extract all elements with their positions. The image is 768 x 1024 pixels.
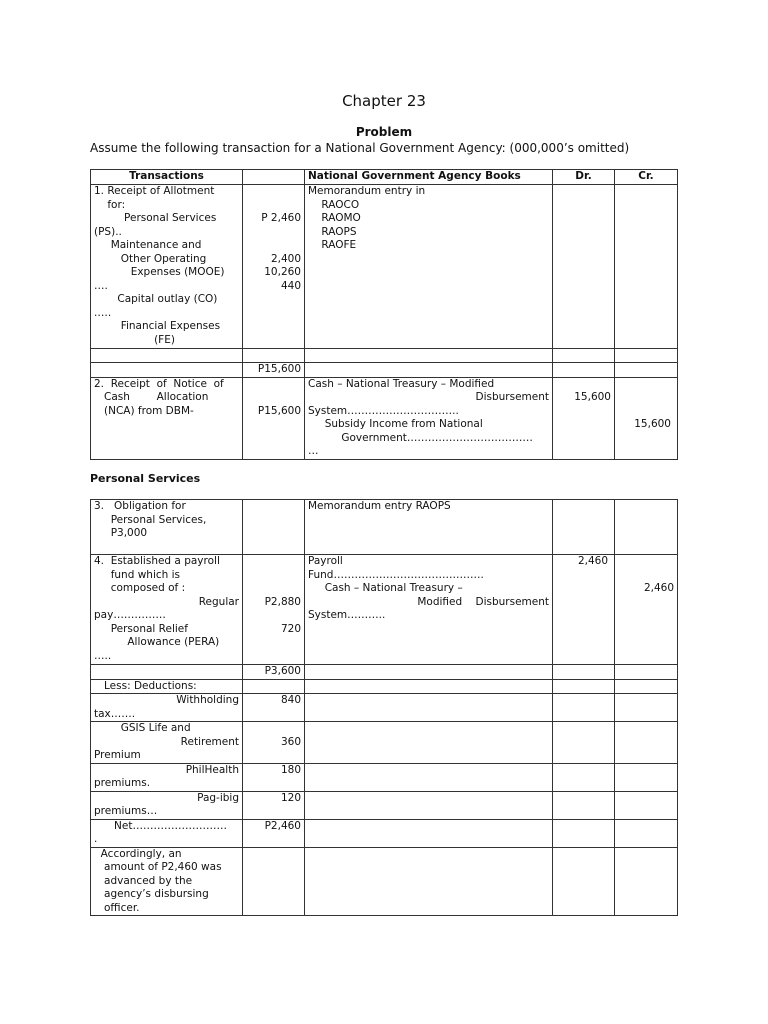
empty-cell: [305, 763, 553, 791]
table-row: [91, 363, 678, 378]
intro-text: Assume the following transaction for a National Government Agency: (000,000’s omitted): [90, 141, 630, 155]
text-line: Accordingly, an: [94, 847, 182, 860]
text-line: officer.: [94, 901, 140, 914]
text-line: Subsidy Income from National: [308, 418, 483, 430]
header-debit: Dr.: [553, 170, 615, 185]
text-line: Cash – National Treasury – Modified: [308, 377, 495, 390]
table-row: [91, 185, 678, 349]
text-line: Personal Services,: [94, 513, 207, 526]
header-transactions: Transactions: [91, 170, 243, 185]
text-line: Premium: [94, 749, 141, 761]
table-row: [91, 665, 678, 680]
empty-cell: [553, 500, 615, 555]
text-line: 2. Receipt of Notice of: [94, 377, 224, 390]
empty-cell: [305, 363, 553, 378]
text-line: Government………………………………: [308, 431, 533, 444]
text-line: …: [308, 445, 319, 457]
text-line: Disbursement: [475, 391, 549, 403]
text-line: PhilHealth: [185, 763, 239, 776]
table-row: [91, 694, 678, 722]
empty-cell: [305, 847, 553, 916]
text-line: (PS)..: [94, 225, 122, 238]
text-line: …..: [94, 649, 112, 662]
header-credit: Cr.: [615, 170, 678, 185]
empty-cell: [615, 819, 678, 847]
text-line: Fund…………………………………….: [308, 568, 484, 581]
amount-cell: 180: [243, 763, 305, 791]
empty-cell: [615, 363, 678, 378]
text-line: tax…….: [94, 707, 136, 720]
books-cell: [305, 555, 553, 665]
text-line: RAOPS: [308, 225, 357, 238]
total-amount: P15,600: [243, 363, 305, 378]
amount-line: [618, 391, 671, 405]
credit-cell: [615, 185, 678, 349]
text-line: Cash – National Treasury –: [308, 582, 463, 594]
text-line: for:: [94, 198, 126, 211]
text-line: agency’s disbursing: [94, 888, 209, 900]
amount-line: 2,400: [270, 252, 301, 265]
text-line: Less: Deductions:: [94, 679, 197, 692]
transaction-cell: [91, 500, 243, 555]
transaction-cell: [91, 185, 243, 349]
amount-line: 360: [280, 735, 301, 748]
chapter-title: Chapter 23: [342, 92, 426, 110]
amount-line: [246, 555, 301, 569]
transaction-cell: [91, 377, 243, 459]
empty-cell: [305, 679, 553, 694]
amount-cell: 840: [243, 694, 305, 722]
text-line: .….: [94, 306, 112, 319]
transaction-cell: [91, 722, 243, 764]
debit-amount: 15,600: [574, 391, 611, 403]
debit-amount: 2,460: [577, 555, 608, 567]
books-cell: [305, 185, 553, 349]
empty-cell: [553, 349, 615, 363]
total-amount: P3,600: [243, 665, 305, 680]
empty-cell: [91, 349, 243, 363]
text-line: (FE): [94, 333, 175, 346]
empty-cell: [553, 722, 615, 764]
text-line: Memorandum entry RAOPS: [308, 500, 451, 512]
text-line: Withholding: [176, 694, 239, 706]
section-heading: Personal Services: [90, 472, 201, 485]
amount-line: 720: [280, 622, 301, 635]
empty-cell: [615, 722, 678, 764]
debit-cell: [553, 555, 615, 665]
text-line: Pag-ibig: [197, 791, 239, 804]
text-line: pay……………: [94, 609, 166, 621]
amount-line: [246, 609, 301, 623]
debit-cell: [553, 185, 615, 349]
text-line: Payroll: [308, 555, 343, 567]
transaction-cell: [91, 555, 243, 665]
books-cell: [305, 500, 553, 555]
amount-line: [618, 378, 671, 392]
empty-cell: [305, 349, 553, 363]
text-line: Modified Disbursement: [417, 595, 549, 608]
empty-cell: [553, 763, 615, 791]
credit-cell: [615, 555, 678, 665]
empty-cell: [305, 665, 553, 680]
text-line: premiums.: [94, 777, 151, 789]
text-line: advanced by the: [94, 874, 193, 887]
table-row: [91, 763, 678, 791]
amount-line: [246, 185, 301, 199]
text-line: Financial Expenses: [94, 320, 221, 332]
text-line: Personal Services: [94, 212, 217, 224]
amount-line: [246, 226, 301, 240]
amount-line: [556, 378, 611, 392]
text-line: ….: [94, 279, 108, 292]
empty-cell: [91, 665, 243, 680]
text-line: premiums…: [94, 805, 158, 817]
text-line: Retirement: [180, 735, 239, 748]
text-line: Maintenance and: [94, 239, 202, 251]
debit-cell: [553, 377, 615, 459]
amount-cell: [243, 377, 305, 459]
amount-line: [246, 582, 301, 596]
empty-cell: [615, 665, 678, 680]
amount-line: [618, 569, 674, 583]
empty-cell: [615, 694, 678, 722]
text-line: System………..: [308, 609, 386, 621]
empty-cell: [243, 679, 305, 694]
text-line: 1. Receipt of Allotment: [94, 185, 215, 197]
text-line: 4. Established a payroll: [94, 555, 220, 567]
amount-line: 440: [280, 279, 301, 292]
text-line: Expenses (MOOE): [94, 266, 225, 278]
table-row: [91, 500, 678, 555]
table-row: [91, 847, 678, 916]
text-line: Net………………………: [94, 819, 227, 832]
credit-amount: 15,600: [634, 418, 671, 430]
transaction-cell: [91, 847, 243, 916]
credit-cell: [615, 377, 678, 459]
amount-line: [246, 378, 301, 392]
empty-cell: [615, 791, 678, 819]
text-line: RAOMO: [308, 212, 361, 224]
amount-line: [618, 405, 671, 419]
text-line: Capital outlay (CO): [94, 293, 218, 305]
empty-cell: [553, 363, 615, 378]
text-line: Cash Allocation: [94, 391, 209, 403]
empty-cell: [553, 847, 615, 916]
text-line: fund which is: [94, 568, 181, 581]
amount-line: [618, 555, 674, 569]
amount-line: [246, 722, 301, 736]
table-row: [91, 555, 678, 665]
text-line: Regular: [198, 595, 239, 608]
empty-cell: [553, 791, 615, 819]
text-line: Personal Relief: [94, 622, 188, 635]
empty-cell: [615, 349, 678, 363]
table-row: [91, 791, 678, 819]
credit-amount: 2,460: [643, 582, 674, 594]
amount-line: [246, 391, 301, 405]
table-row: [91, 722, 678, 764]
transaction-cell: [91, 763, 243, 791]
table-row: [91, 377, 678, 459]
transaction-cell: [91, 791, 243, 819]
net-amount: P2,460: [243, 819, 305, 847]
text-line: (NCA) from DBM-: [94, 404, 194, 417]
empty-cell: [91, 363, 243, 378]
amount-cell: [243, 185, 305, 349]
empty-cell: [243, 349, 305, 363]
table-header-row: [91, 170, 678, 185]
transaction-cell: [91, 694, 243, 722]
transaction-cell: [91, 819, 243, 847]
empty-cell: [615, 500, 678, 555]
text-line: RAOCO: [308, 198, 360, 211]
text-line: RAOFE: [308, 239, 357, 251]
amount-line: [246, 239, 301, 253]
empty-cell: [305, 694, 553, 722]
header-amount: [243, 170, 305, 185]
amount-cell: [243, 722, 305, 764]
amount-cell: 120: [243, 791, 305, 819]
text-line: P3,000: [94, 527, 148, 539]
empty-cell: [553, 665, 615, 680]
text-line: Other Operating: [94, 252, 207, 265]
text-line: System…………………………..: [308, 404, 459, 417]
table-row: [91, 679, 678, 694]
table-row: [91, 349, 678, 363]
empty-cell: [553, 819, 615, 847]
text-line: composed of :: [94, 582, 186, 594]
amount-line: P2,880: [264, 595, 301, 608]
empty-cell: [243, 847, 305, 916]
amount-line: [246, 569, 301, 583]
empty-cell: [305, 791, 553, 819]
header-books: National Government Agency Books: [305, 170, 553, 185]
text-line: Allowance (PERA): [94, 636, 220, 648]
empty-cell: [305, 722, 553, 764]
table-row: [91, 819, 678, 847]
transactions-table: [90, 169, 678, 460]
empty-cell: [553, 679, 615, 694]
text-line: Memorandum entry in: [308, 185, 426, 197]
text-line: .: [94, 833, 98, 845]
amount-line: 10,260: [264, 266, 301, 278]
amount-line: [246, 199, 301, 213]
books-cell: [305, 377, 553, 459]
empty-cell: [615, 679, 678, 694]
amount-line: P 2,460: [261, 212, 301, 224]
personal-services-table: [90, 499, 678, 916]
empty-cell: [305, 819, 553, 847]
text-line: GSIS Life and: [94, 722, 191, 734]
empty-cell: [243, 500, 305, 555]
text-line: 3. Obligation for: [94, 500, 186, 512]
deductions-label: [91, 679, 243, 694]
problem-heading: Problem: [355, 125, 413, 139]
amount-cell: [243, 555, 305, 665]
text-line: amount of P2,460 was: [94, 861, 222, 873]
amount-line: P15,600: [257, 404, 301, 417]
empty-cell: [615, 763, 678, 791]
empty-cell: [553, 694, 615, 722]
empty-cell: [615, 847, 678, 916]
